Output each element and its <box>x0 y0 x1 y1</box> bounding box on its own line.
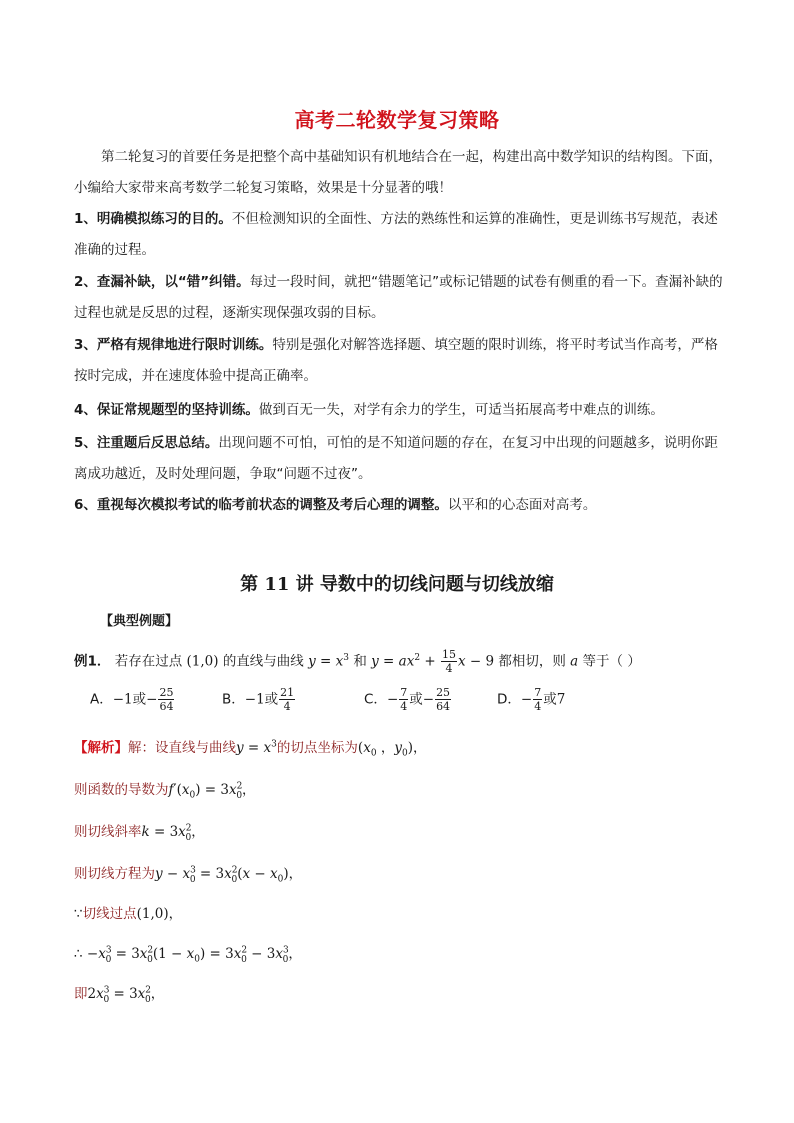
tip-6-body: 以平和的心态面对高考。 <box>447 497 597 513</box>
solution-line-6: ∴ $-x^3_0 = 3x^2_0(1 - x_0) = 3x^2_0 - 3x^3_0$， <box>74 945 302 965</box>
tip-6 <box>74 490 724 521</box>
option-c: C．− $\frac{7}{4}$ 或− $\frac{25}{64}$ <box>364 686 451 713</box>
example-text: 的直线与曲线 <box>222 653 304 670</box>
tip-5-head: 5、注重题后反思总结。 <box>74 435 219 451</box>
section-label: 【典型例题】 <box>100 614 179 629</box>
tip-2 <box>74 267 724 329</box>
tip-6-head: 6、重视每次模拟考试的临考前状态的调整及考后心理的调整。 <box>74 497 448 513</box>
solution-line-5: ∵切线过点(1,0)， <box>74 906 183 922</box>
solution-line-2: 则函数的导数为$f'(x_0) = 3x^2_0$， <box>74 781 256 801</box>
solution-line-7: 即$2x^3_0 = 3x^2_0$， <box>74 985 165 1005</box>
tip-4 <box>74 395 724 426</box>
option-d: D．− $\frac{7}{4}$ 或7 <box>497 686 566 713</box>
example-point: (1,0) <box>186 653 219 670</box>
tip-5-body: 出现问题不可怕，可怕的是不知道问题的存在，在复习中出现的问题越多，说明你距离成功越近，及时处理问题，争取“问题不过夜”。 <box>74 435 718 482</box>
therefore-symbol: ∴ <box>74 946 83 962</box>
intro-paragraph: 第二轮复习的首要任务是把整个高中基础知识有机地结合在一起，构建出高中数学知识的结构图。下面，小编给大家带来高考数学二轮复习策略，效果是十分显著的哦！ <box>74 149 722 196</box>
example-label: 例1． <box>74 653 111 670</box>
solution-line-1: 【解析】解：设直线与曲线$y = x^3$的切点坐标为($x_0$ ，$y_0$)， <box>74 739 427 759</box>
tip-5 <box>74 428 724 490</box>
solution-line-3: 则切线斜率$k = 3x^2_0$， <box>74 823 205 843</box>
page-title: 高考二轮数学复习策略 <box>294 108 500 132</box>
tip-4-head: 4、保证常规题型的坚持训练。 <box>74 402 259 418</box>
example-text: 等于（ ） <box>582 653 641 670</box>
tip-2-head: 2、查漏补缺，以“错”纠错。 <box>74 274 250 290</box>
tip-2-body: 每过一段时间，就把“错题笔记”或标记错题的试卷有侧重的看一下。查漏补缺的过程也就是反思的过程，逐渐实现保强攻弱的目标。 <box>74 274 723 321</box>
curve-2-formula: y <box>371 653 379 670</box>
example-question: 例1． 若存在过点 (1,0) 的直线与曲线 $y = x^3$ 和 $y = ax^2$ + $\frac{15}{4}$ x − 9 都相切，则 a 等于（ ） <box>74 648 641 675</box>
tip-1-head: 1、明确模拟练习的目的。 <box>74 211 232 227</box>
tip-1-body: 不但检测知识的全面性、方法的熟练性和运算的准确性，更是训练书写规范，表述准确的过程。 <box>74 211 718 258</box>
tip-3 <box>74 330 724 392</box>
option-a: A．−1或− $\frac{25}{64}$ <box>90 686 174 713</box>
lecture-title: 第 11 讲 导数中的切线问题与切线放缩 <box>240 574 554 595</box>
example-text: 和 <box>353 653 367 670</box>
tip-3-head: 3、严格有规律地进行限时训练。 <box>74 337 273 353</box>
tip-3-body: 特别是强化对解答选择题、填空题的限时训练，将平时考试当作高考，严格按时完成，并在速度体验中提高正确率。 <box>74 337 718 384</box>
fraction: $\frac{15}{4}$ <box>441 648 456 675</box>
because-symbol: ∵ <box>74 906 83 922</box>
example-text: 若存在过点 <box>114 653 183 670</box>
solution-line-4: 则切线方程为$y - x^3_0 = 3x^2_0(x - x_0)$， <box>74 865 303 885</box>
curve-1-formula: y <box>308 653 316 670</box>
tip-1 <box>74 204 724 266</box>
option-b: B．−1或 $\frac{21}{4}$ <box>222 686 295 713</box>
solution-tag: 【解析】 <box>74 740 128 756</box>
example-text: 都相切，则 <box>498 653 566 670</box>
tip-4-body: 做到百无一失，对学有余力的学生，可适当拓展高考中难点的训练。 <box>258 402 664 418</box>
